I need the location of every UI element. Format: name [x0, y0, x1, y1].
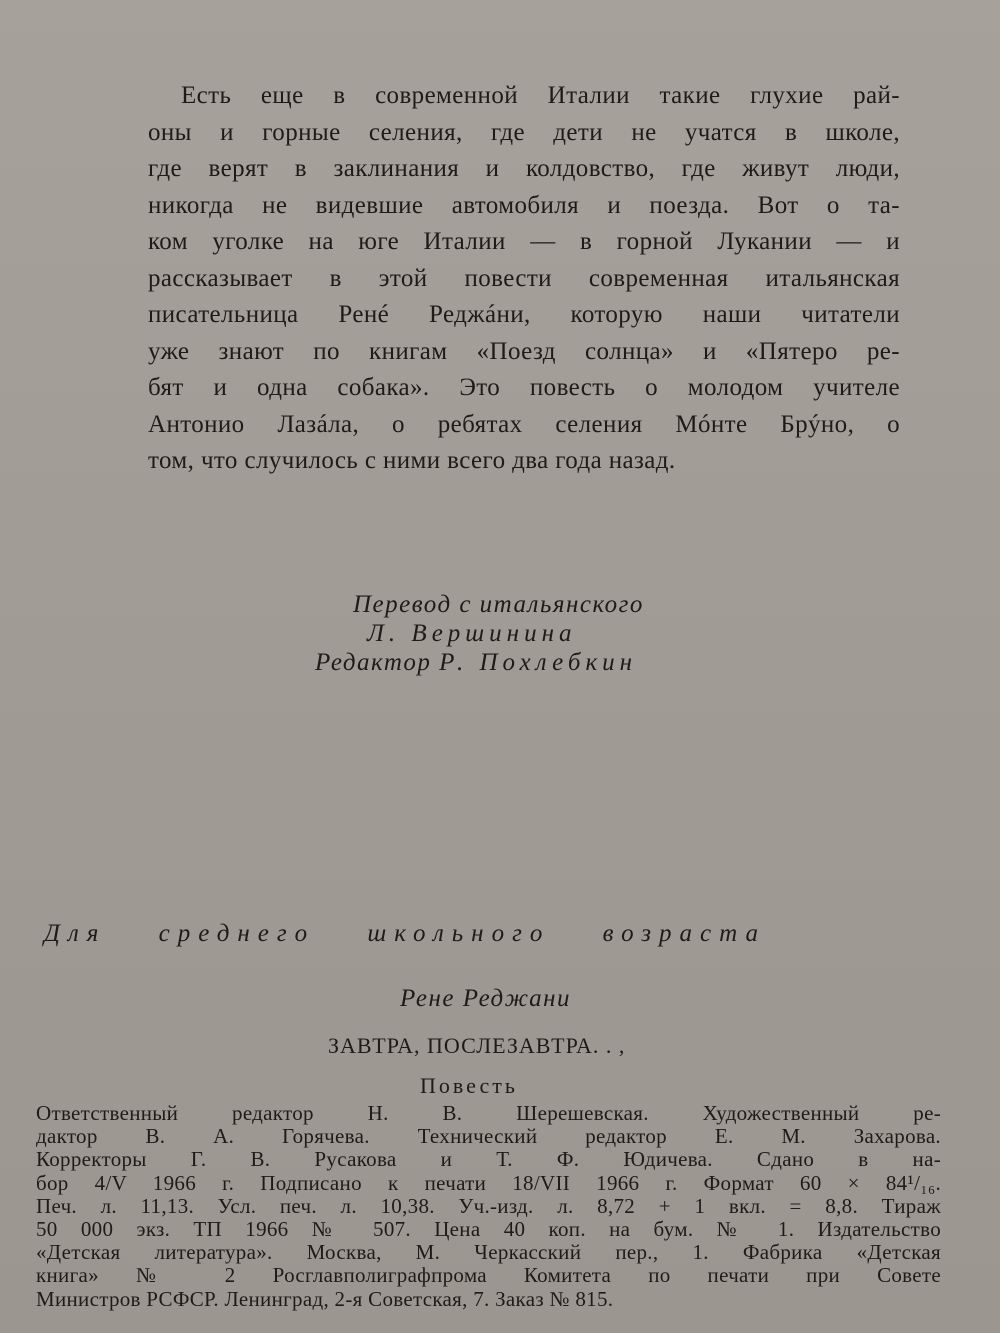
- annotation-line: писательница Ренé Реджáни, которую наши читатели: [148, 301, 900, 328]
- imprint-line: дактор В. А. Горячева. Технический редактор Е. М. Захарова.: [36, 1124, 941, 1149]
- book-title: ЗАВТРА, ПОСЛЕЗАВТРА. . ,: [328, 1033, 626, 1058]
- imprint-line: Корректоры Г. В. Русакова и Т. Ф. Юдичева. Сдано в на-: [36, 1147, 941, 1172]
- annotation-line: бят и одна собака». Это повесть о молодом учителе: [148, 374, 900, 401]
- annotation-paragraph: [148, 78, 900, 480]
- translation-credits: [315, 590, 735, 677]
- imprint-block: [36, 1102, 941, 1311]
- editor-name: Р. Похлебкин: [439, 649, 638, 676]
- age-group: Для среднего школьного возраста: [44, 920, 766, 947]
- annotation-line: Есть еще в современной Италии такие глухие рай-: [181, 82, 900, 109]
- imprint-line: книга» № 2 Росглавполиграфпрома Комитета по печати при Совете: [36, 1263, 941, 1288]
- annotation-line: уже знают по книгам «Поезд солнца» и «Пятеро ре-: [148, 337, 900, 365]
- translator-name: Л. Вершинина: [367, 620, 577, 647]
- imprint-line: «Детская литература». Москва, М. Черкасский пер., 1. Фабрика «Детская: [36, 1240, 941, 1265]
- annotation-line: Антонио Лазáла, о ребятах селения Мóнте Брýно, о: [148, 410, 900, 438]
- author-name: Рене Реджани: [400, 985, 572, 1012]
- annotation-line: ком уголке на юге Италии — в горной Лукании — и: [148, 228, 900, 255]
- annotation-line: рассказывает в этой повести современная итальянская: [148, 264, 900, 292]
- translation-label: Перевод с итальянского: [353, 591, 644, 618]
- imprint-line: Ответственный редактор Н. В. Шерешевская. Художественный ре-: [36, 1101, 941, 1125]
- imprint-line: Печ. л. 11,13. Усл. печ. л. 10,38. Уч.-изд. л. 8,72 + 1 вкл. = 8,8. Тираж: [36, 1193, 941, 1218]
- editor-credit: [315, 648, 735, 677]
- annotation-line: никогда не видевшие автомобиля и поезда. Вот о та-: [148, 191, 900, 219]
- editor-label: Редактор: [315, 649, 432, 676]
- imprint-line: Министров РСФСР. Ленинград, 2-я Советская, 7. Заказ № 815.: [36, 1286, 614, 1311]
- annotation-line: где верят в заклинания и колдовство, где живут люди,: [148, 155, 900, 182]
- imprint-line: 50 000 экз. ТП 1966 № 507. Цена 40 коп. на бум. № 1. Издательство: [36, 1217, 941, 1242]
- imprint-line: бор 4/V 1966 г. Подписано к печати 18/VII 1966 г. Формат 60 × 84¹/₁₆.: [36, 1170, 941, 1195]
- genre-label: Повесть: [420, 1073, 518, 1098]
- annotation-line: том, что случилось с ними всего два года назад.: [148, 447, 676, 474]
- annotation-line: оны и горные селения, где дети не учатся в школе,: [148, 118, 900, 146]
